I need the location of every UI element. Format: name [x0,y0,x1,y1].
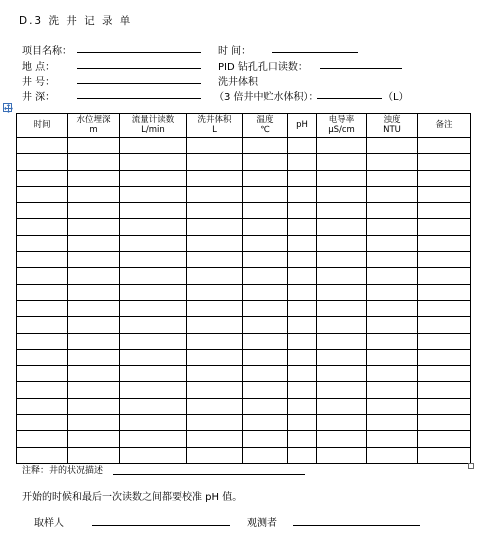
table-cell[interactable] [418,219,471,235]
table-cell[interactable] [68,252,120,268]
table-cell[interactable] [68,284,120,300]
table-cell[interactable] [243,138,288,154]
well-depth-field[interactable] [77,98,201,99]
table-cell[interactable] [120,252,187,268]
table-cell[interactable] [120,333,187,349]
table-cell[interactable] [288,284,317,300]
table-cell[interactable] [288,219,317,235]
table-cell[interactable] [367,203,418,219]
location-field[interactable] [77,68,201,69]
table-cell[interactable] [120,447,187,463]
table-cell[interactable] [17,235,68,251]
table-cell[interactable] [243,154,288,170]
table-cell[interactable] [68,186,120,202]
well-volume-field[interactable] [317,98,382,99]
header-turbidity: 浊度 NTU [367,114,418,138]
table-cell[interactable] [17,300,68,316]
table-cell[interactable] [243,382,288,398]
well-depth-label: 井 深： [22,92,56,103]
table-cell[interactable] [418,398,471,414]
table-move-icon[interactable] [3,103,12,112]
table-cell[interactable] [317,382,367,398]
table-cell[interactable] [367,317,418,333]
table-cell[interactable] [243,203,288,219]
table-cell[interactable] [68,170,120,186]
table-cell[interactable] [17,382,68,398]
table-cell[interactable] [120,284,187,300]
table-cell[interactable] [120,138,187,154]
table-row [17,154,471,170]
table-cell[interactable] [17,170,68,186]
table-cell[interactable] [187,349,243,365]
header-water-depth: 水位埋深 m [68,114,120,138]
table-cell[interactable] [288,252,317,268]
table-cell[interactable] [288,415,317,431]
table-cell[interactable] [243,235,288,251]
table-cell[interactable] [187,382,243,398]
table-cell[interactable] [17,333,68,349]
table-cell[interactable] [418,447,471,463]
table-row [17,284,471,300]
table-cell[interactable] [317,447,367,463]
well-no-field[interactable] [77,83,201,84]
header-wash-volume: 洗井体积 L [187,114,243,138]
table-cell[interactable] [120,382,187,398]
table-cell[interactable] [17,203,68,219]
table-cell[interactable] [288,268,317,284]
table-cell[interactable] [68,447,120,463]
table-cell[interactable] [120,366,187,382]
table-cell[interactable] [288,203,317,219]
table-cell[interactable] [288,447,317,463]
table-cell[interactable] [418,235,471,251]
table-cell[interactable] [243,186,288,202]
table-cell[interactable] [120,203,187,219]
table-cell[interactable] [187,252,243,268]
table-row [17,431,471,447]
table-row [17,170,471,186]
table-cell[interactable] [367,398,418,414]
table-cell[interactable] [243,366,288,382]
table-row [17,366,471,382]
observer-field[interactable] [293,525,420,526]
time-field[interactable] [272,52,358,53]
table-cell[interactable] [367,268,418,284]
table-cell[interactable] [187,447,243,463]
table-cell[interactable] [68,317,120,333]
table-cell[interactable] [120,268,187,284]
table-cell[interactable] [367,382,418,398]
well-volume-label: 洗井体积 [218,77,258,88]
table-cell[interactable] [243,300,288,316]
table-cell[interactable] [317,235,367,251]
table-row [17,415,471,431]
header-flow-reading: 流量计读数 L/min [120,114,187,138]
table-cell[interactable] [418,415,471,431]
table-cell[interactable] [120,300,187,316]
table-cell[interactable] [17,219,68,235]
table-cell[interactable] [367,349,418,365]
table-cell[interactable] [418,300,471,316]
table-resize-handle[interactable] [468,463,474,469]
table-cell[interactable] [17,284,68,300]
table-cell[interactable] [317,300,367,316]
table-row [17,186,471,202]
table-cell[interactable] [120,349,187,365]
table-cell[interactable] [187,333,243,349]
table-cell[interactable] [187,268,243,284]
table-cell[interactable] [68,154,120,170]
table-cell[interactable] [288,300,317,316]
table-cell[interactable] [243,447,288,463]
header-ph: pH [288,114,317,138]
table-cell[interactable] [317,333,367,349]
calibration-instruction: 开始的时候和最后一次读数之间都要校准 pH 值。 [22,492,243,503]
observer-label: 观测者 [247,518,277,529]
table-cell[interactable] [68,382,120,398]
table-cell[interactable] [243,170,288,186]
table-cell[interactable] [68,333,120,349]
table-cell[interactable] [418,252,471,268]
table-cell[interactable] [120,170,187,186]
table-row [17,268,471,284]
well-condition-field[interactable] [113,474,305,475]
header-conductivity: 电导率 μS/cm [317,114,367,138]
table-cell[interactable] [317,252,367,268]
table-cell[interactable] [243,333,288,349]
table-cell[interactable] [288,382,317,398]
table-cell[interactable] [243,317,288,333]
table-cell[interactable] [418,186,471,202]
table-cell[interactable] [187,219,243,235]
table-cell[interactable] [367,252,418,268]
project-name-field[interactable] [77,52,201,53]
table-cell[interactable] [187,317,243,333]
table-cell[interactable] [317,366,367,382]
table-cell[interactable] [418,268,471,284]
table-cell[interactable] [17,317,68,333]
table-row [17,138,471,154]
header-temperature: 温度 ℃ [243,114,288,138]
table-cell[interactable] [317,415,367,431]
table-cell[interactable] [367,415,418,431]
table-cell[interactable] [187,366,243,382]
table-cell[interactable] [418,154,471,170]
table-cell[interactable] [288,235,317,251]
table-cell[interactable] [317,138,367,154]
table-cell[interactable] [317,431,367,447]
table-cell[interactable] [68,203,120,219]
table-cell[interactable] [187,203,243,219]
table-cell[interactable] [120,431,187,447]
table-cell[interactable] [317,170,367,186]
table-row [17,203,471,219]
table-row [17,349,471,365]
table-cell[interactable] [17,154,68,170]
table-cell[interactable] [243,284,288,300]
table-cell[interactable] [243,349,288,365]
table-cell[interactable] [367,235,418,251]
table-cell[interactable] [367,138,418,154]
table-cell[interactable] [187,398,243,414]
table-cell[interactable] [243,431,288,447]
table-cell[interactable] [317,317,367,333]
table-row [17,382,471,398]
table-cell[interactable] [367,431,418,447]
table-cell[interactable] [288,333,317,349]
table-cell[interactable] [120,186,187,202]
table-cell[interactable] [187,284,243,300]
table-cell[interactable] [120,415,187,431]
sampler-field[interactable] [92,525,230,526]
volume-unit-label: （L） [383,92,409,103]
table-cell[interactable] [418,366,471,382]
table-cell[interactable] [418,170,471,186]
table-cell[interactable] [288,154,317,170]
table-cell[interactable] [367,170,418,186]
table-header-row [17,114,471,138]
location-label: 地 点： [22,62,56,73]
table-cell[interactable] [317,203,367,219]
table-cell[interactable] [17,268,68,284]
table-cell[interactable] [243,268,288,284]
table-cell[interactable] [68,235,120,251]
table-row [17,333,471,349]
table-cell[interactable] [418,349,471,365]
table-cell[interactable] [68,415,120,431]
table-cell[interactable] [187,154,243,170]
table-cell[interactable] [187,415,243,431]
table-cell[interactable] [288,398,317,414]
project-name-label: 项目名称： [22,46,72,57]
table-cell[interactable] [17,447,68,463]
table-row [17,300,471,316]
table-cell[interactable] [17,138,68,154]
table-cell[interactable] [120,154,187,170]
table-cell[interactable] [68,398,120,414]
table-cell[interactable] [68,268,120,284]
table-cell[interactable] [17,186,68,202]
table-cell[interactable] [120,317,187,333]
table-cell[interactable] [17,398,68,414]
table-cell[interactable] [68,219,120,235]
header-remarks: 备注 [418,114,471,138]
table-cell[interactable] [288,366,317,382]
table-cell[interactable] [17,415,68,431]
table-cell[interactable] [418,284,471,300]
time-label: 时 间： [218,46,252,57]
header-time: 时间 [17,114,68,138]
table-cell[interactable] [17,431,68,447]
table-row [17,447,471,463]
table-cell[interactable] [367,447,418,463]
table-row [17,317,471,333]
table-cell[interactable] [367,300,418,316]
pid-reading-field[interactable] [320,68,402,69]
table-cell[interactable] [243,398,288,414]
table-cell[interactable] [418,431,471,447]
table-cell[interactable] [243,415,288,431]
table-cell[interactable] [288,138,317,154]
well-no-label: 井 号： [22,77,56,88]
table-cell[interactable] [68,366,120,382]
table-cell[interactable] [17,366,68,382]
table-cell[interactable] [187,235,243,251]
table-cell[interactable] [317,219,367,235]
form-title: D.3 洗 井 记 录 单 [19,15,133,27]
table-cell[interactable] [288,431,317,447]
table-cell[interactable] [288,170,317,186]
table-cell[interactable] [120,235,187,251]
table-cell[interactable] [367,186,418,202]
table-cell[interactable] [68,431,120,447]
pid-reading-label: PID 钻孔孔口读数： [218,62,308,73]
table-row [17,252,471,268]
table-cell[interactable] [243,252,288,268]
table-cell[interactable] [367,154,418,170]
volume-note-label: （3 倍井中贮水体积）： [214,92,319,103]
table-cell[interactable] [68,349,120,365]
table-cell[interactable] [68,138,120,154]
table-cell[interactable] [187,431,243,447]
table-cell[interactable] [317,268,367,284]
table-cell[interactable] [317,398,367,414]
table-cell[interactable] [120,398,187,414]
table-cell[interactable] [317,186,367,202]
table-cell[interactable] [288,186,317,202]
sampler-label: 取样人 [34,518,64,529]
table-cell[interactable] [187,170,243,186]
table-cell[interactable] [187,300,243,316]
table-row [17,398,471,414]
table-cell[interactable] [120,219,187,235]
table-cell[interactable] [367,284,418,300]
table-cell[interactable] [243,219,288,235]
table-cell[interactable] [418,138,471,154]
table-cell[interactable] [367,333,418,349]
well-condition-note: 注释：井的状况描述 [22,466,104,476]
table-cell[interactable] [68,300,120,316]
table-cell[interactable] [418,382,471,398]
table-cell[interactable] [367,366,418,382]
table-cell[interactable] [418,333,471,349]
table-row [17,235,471,251]
table-cell[interactable] [187,186,243,202]
wash-record-table [16,113,471,464]
table-cell[interactable] [367,219,418,235]
table-cell[interactable] [317,284,367,300]
table-cell[interactable] [317,154,367,170]
table-cell[interactable] [288,349,317,365]
table-cell[interactable] [288,317,317,333]
table-cell[interactable] [17,252,68,268]
table-cell[interactable] [317,349,367,365]
table-cell[interactable] [187,138,243,154]
table-cell[interactable] [418,317,471,333]
table-row [17,219,471,235]
table-cell[interactable] [17,349,68,365]
table-cell[interactable] [418,203,471,219]
